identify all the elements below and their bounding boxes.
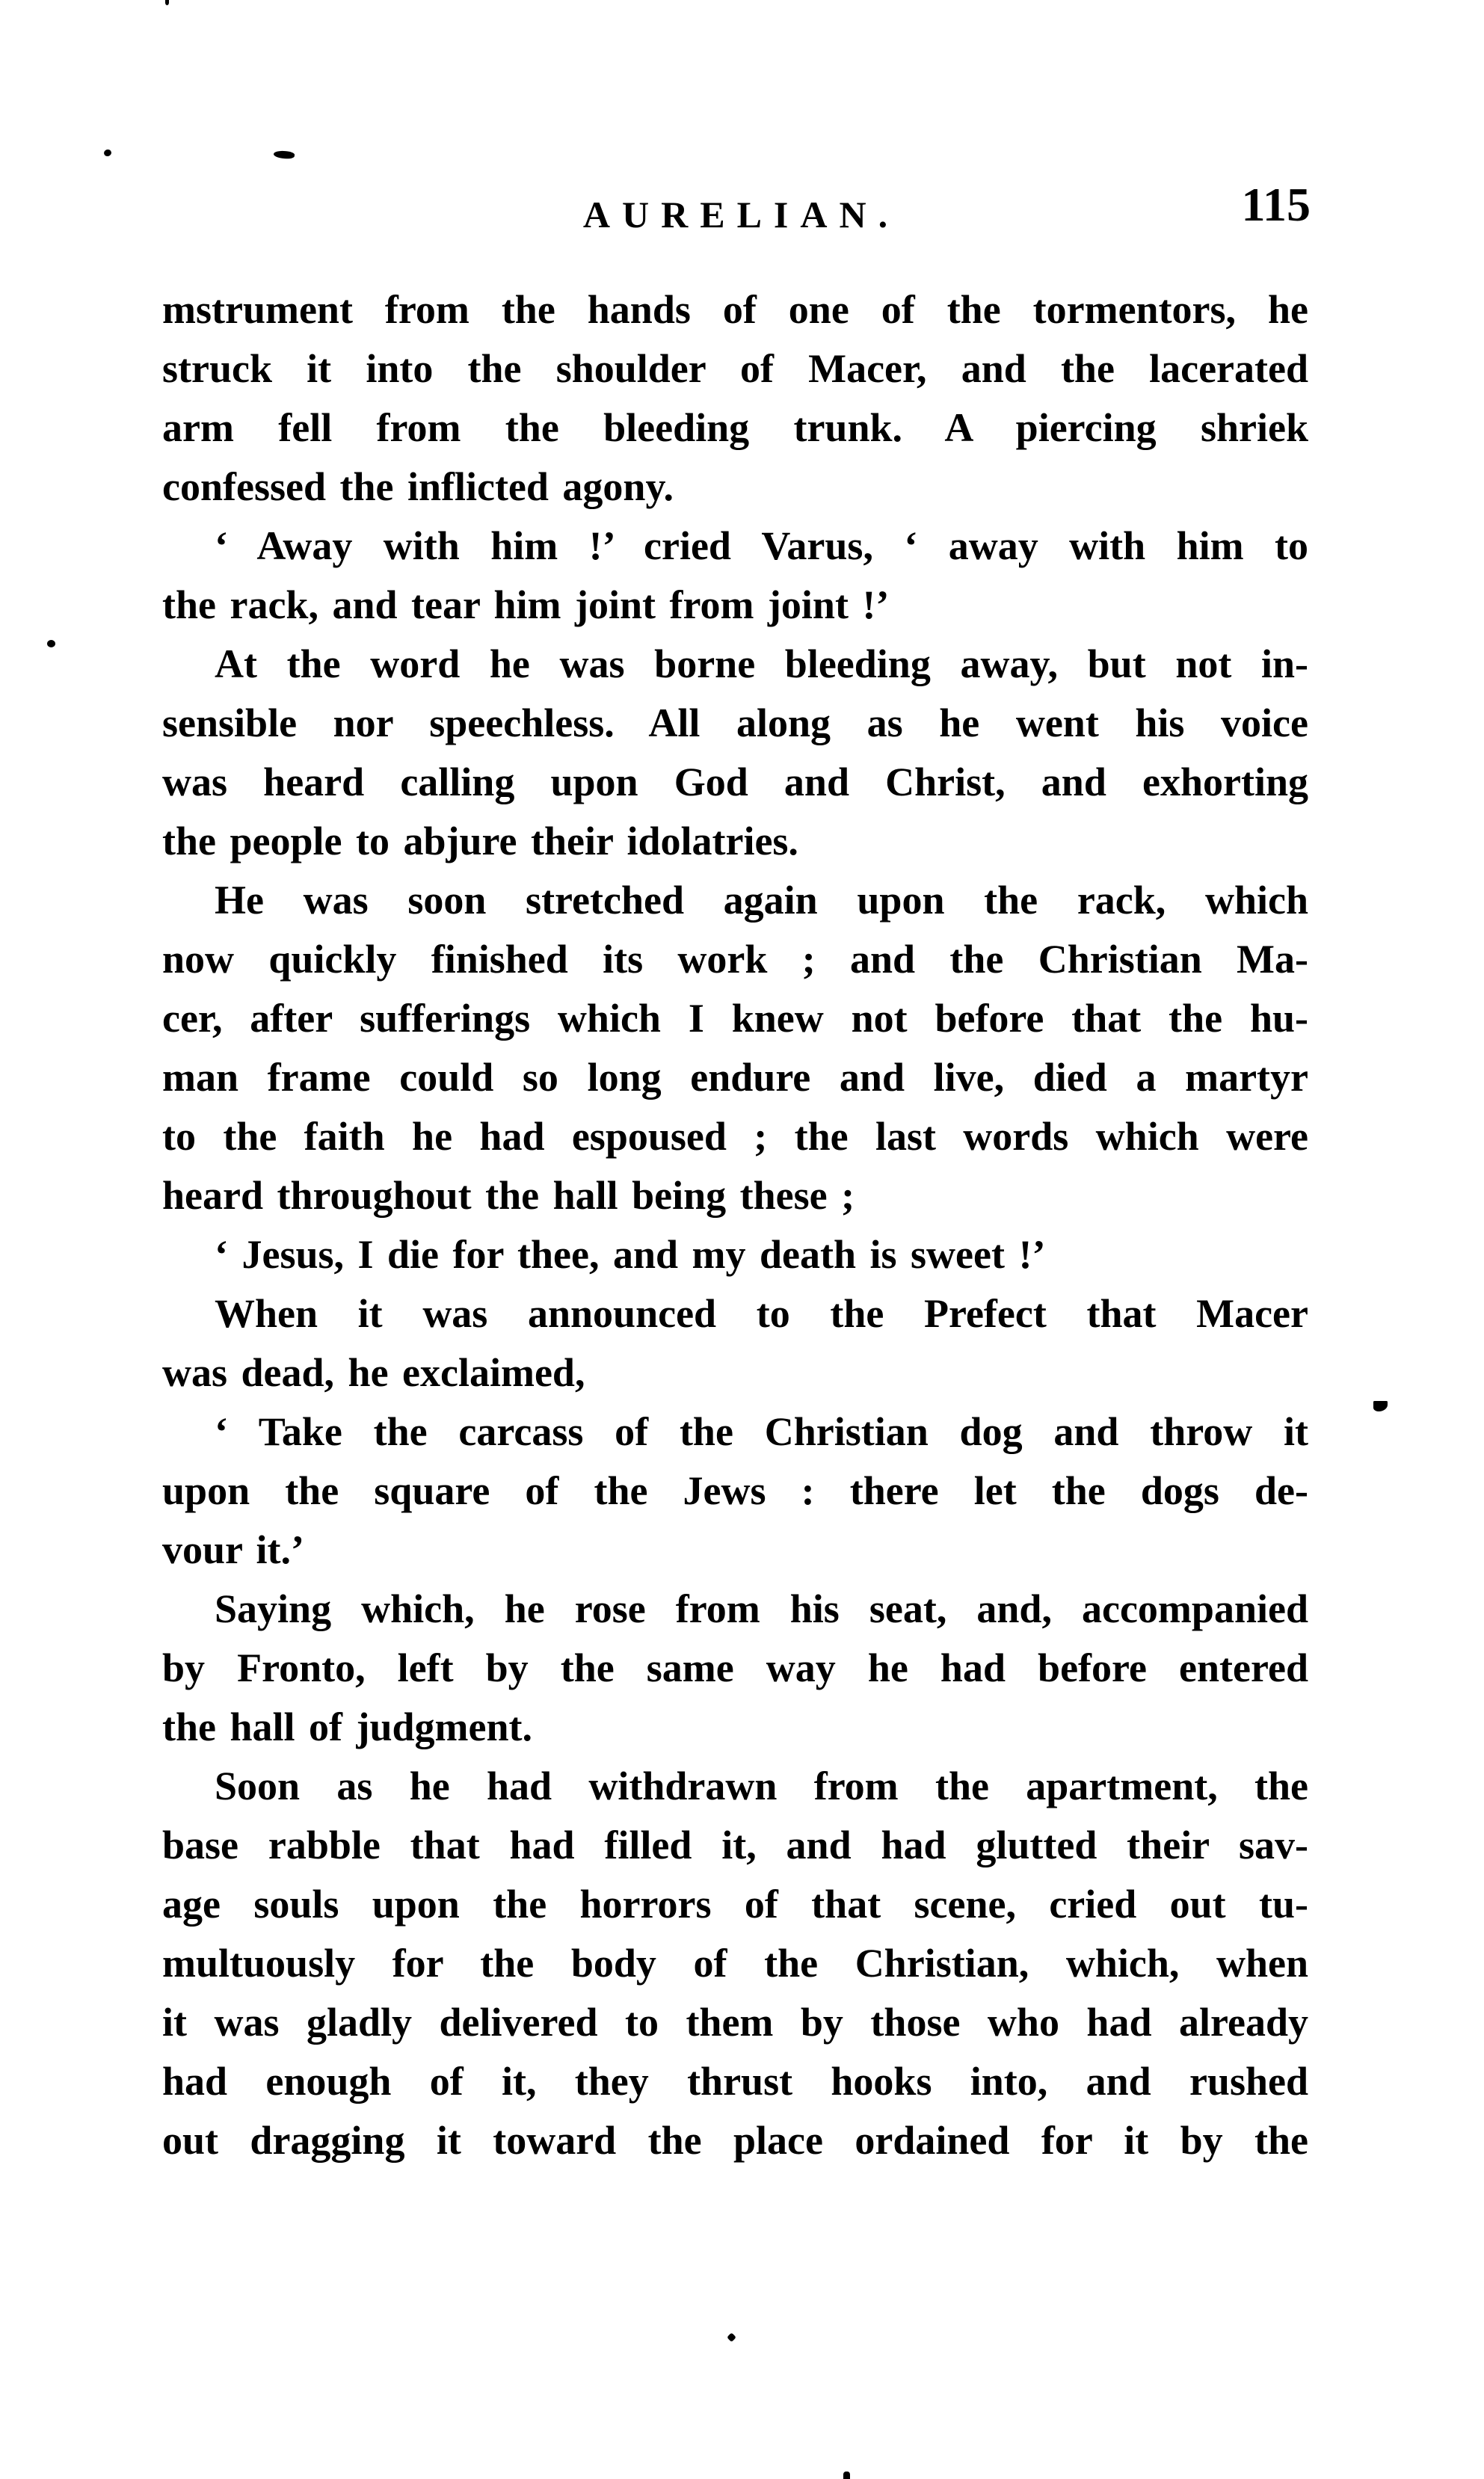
text-line: sensible nor speechless. All along as he went his voice	[162, 700, 1308, 745]
text-line: by Fronto, left by the same way he had before entered	[162, 1645, 1308, 1690]
text-line: Saying which, he rose from his seat, and, accompanied	[215, 1586, 1308, 1631]
text-line: ‘ Jesus, I die for thee, and my death is sweet !’	[215, 1232, 1046, 1277]
text-line: was heard calling upon God and Christ, and exhorting	[162, 760, 1308, 804]
text-line: mstrument from the hands of one of the tormentors, he	[162, 287, 1308, 332]
text-line: base rabble that had filled it, and had glutted their sav-	[162, 1823, 1308, 1867]
body-text	[162, 280, 1308, 2170]
bottom-speck	[727, 2332, 736, 2342]
text-line: ‘ Away with him !’ cried Varus, ‘ away with him to	[215, 523, 1308, 568]
text-line: out dragging it toward the place ordained for it by the	[162, 2118, 1308, 2163]
left-margin-dot-upper	[103, 149, 112, 157]
text-line: When it was announced to the Prefect that Macer	[215, 1291, 1308, 1336]
text-line: age souls upon the horrors of that scene, cried out tu-	[162, 1882, 1308, 1927]
text-line: cer, after sufferings which I knew not before that the hu-	[162, 996, 1308, 1041]
text-line: vour it.’	[162, 1527, 304, 1572]
text-line: the people to abjure their idolatries.	[162, 819, 798, 863]
text-line: He was soon stretched again upon the rack, which	[215, 878, 1308, 923]
right-margin-wedge	[1373, 1401, 1388, 1411]
running-header	[162, 196, 1308, 233]
bottom-edge-speck	[843, 2472, 850, 2479]
text-line: it was gladly delivered to them by those who had already	[162, 2000, 1308, 2045]
text-line: was dead, he exclaimed,	[162, 1350, 585, 1395]
top-edge-tick	[165, 0, 169, 5]
left-margin-dot	[47, 640, 55, 647]
text-line: heard throughout the hall being these ;	[162, 1173, 855, 1218]
text-line: At the word he was borne bleeding away, but not in-	[215, 641, 1308, 686]
text-line: Soon as he had withdrawn from the apartment, the	[215, 1764, 1308, 1808]
text-line: now quickly finished its work ; and the Christian Ma-	[162, 937, 1308, 982]
text-line: struck it into the shoulder of Macer, and the lacerated	[162, 346, 1308, 391]
text-line: man frame could so long endure and live, died a martyr	[162, 1055, 1308, 1100]
text-line: had enough of it, they thrust hooks into, and rushed	[162, 2059, 1308, 2104]
header-title: AURELIAN.	[582, 194, 900, 235]
text-line: arm fell from the bleeding trunk. A piercing shriek	[162, 405, 1308, 450]
text-line: the hall of judgment.	[162, 1704, 533, 1749]
header-left-dash	[274, 150, 295, 160]
text-line: to the faith he had espoused ; the last words which were	[162, 1114, 1308, 1159]
text-line: ‘ Take the carcass of the Christian dog and throw it	[215, 1409, 1308, 1454]
text-line: confessed the inflicted agony.	[162, 464, 674, 509]
text-line: upon the square of the Jews : there let the dogs de-	[162, 1468, 1308, 1513]
text-line: multuously for the body of the Christian, which, when	[162, 1941, 1308, 1986]
text-line: the rack, and tear him joint from joint !’	[162, 582, 890, 627]
page-number: 115	[1241, 178, 1311, 231]
